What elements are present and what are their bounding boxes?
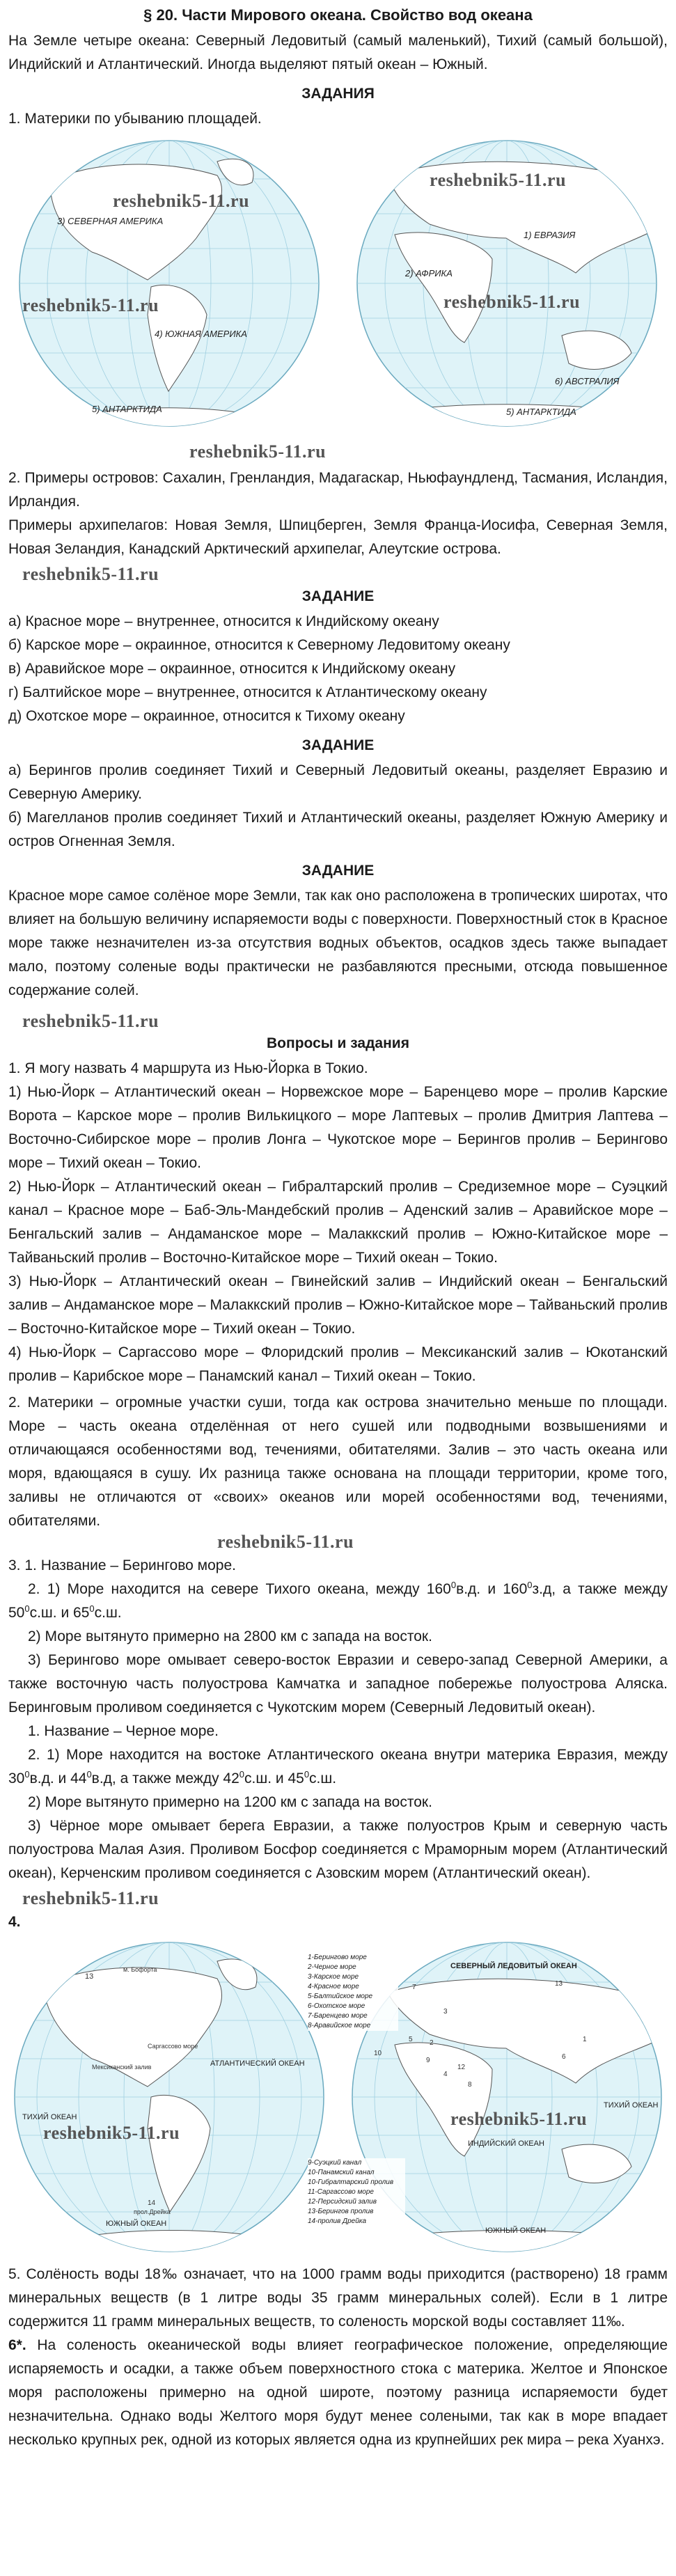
watermark: reshebnik5-11.ru bbox=[189, 441, 327, 462]
watermark: reshebnik5-11.ru bbox=[217, 1532, 354, 1552]
label-africa: 2) АФРИКА bbox=[405, 268, 453, 278]
list-item: 3) Нью-Йорк – Атлантический океан – Гвинейский залив – Индийский океан – Бенгальский залив – Андаманское море – Малаккский пролив – Южно-Китайское море – Тайваньский пролив – Восточно-Китайское море – Тихий океан – Токио. bbox=[8, 1273, 668, 1337]
text-fragment: с.ш. и 65 bbox=[29, 1605, 90, 1621]
legend-item: 14-пролив Дрейка bbox=[308, 2217, 367, 2225]
watermark-row bbox=[8, 1003, 668, 1033]
legend-item: 10-Панамский канал bbox=[308, 2169, 375, 2176]
map2-legend-bottom bbox=[308, 2158, 405, 2226]
western-hemisphere-svg bbox=[8, 134, 330, 433]
legend-item: 9-Суэцкий канал bbox=[308, 2159, 362, 2167]
label-eurasia: 1) ЕВРАЗИЯ bbox=[524, 230, 576, 240]
heading-task-red-sea: ЗАДАНИЕ bbox=[301, 863, 375, 879]
list-item: 2) Нью-Йорк – Атлантический океан – Гибралтарский пролив – Средиземное море – Суэцкий канал – Красное море – Баб-Эль-Мандебский пролив – Аденский залив – Аравийское море – Бенгальский залив – Андаманское море – Малаккский пролив – Южно-Китайское море – Тайваньский пролив – Восточно-Китайское море – Тихий океан – Токио. bbox=[8, 1179, 668, 1266]
number-label: 12 bbox=[457, 2064, 466, 2071]
eastern-hemisphere-svg bbox=[346, 134, 668, 433]
ocean-label-pacific-west: ТИХИЙ ОКЕАН bbox=[22, 2113, 77, 2121]
list-item: б) Карское море – окраинное, относится к Северному Ледовитому океану bbox=[8, 637, 510, 653]
label-north-america: 3) СЕВЕРНАЯ АМЕРИКА bbox=[57, 216, 164, 226]
number-label: 5 bbox=[409, 2036, 413, 2043]
task2-text: 2. Примеры островов: Сахалин, Гренландия, Мадагаскар, Ньюфаундленд, Тасмания, Исландия, Ирландия. bbox=[8, 470, 668, 510]
watermark-row bbox=[8, 1885, 668, 1910]
legend-item: 5-Балтийское море bbox=[308, 1993, 373, 2000]
ocean-label-southern-west: ЮЖНЫЙ ОКЕАН bbox=[106, 2220, 167, 2228]
number-label: 3 bbox=[443, 2008, 448, 2016]
number-label: 7 bbox=[412, 1984, 416, 1991]
watermark: reshebnik5-11.ru bbox=[113, 191, 250, 211]
number-label: 8 bbox=[468, 2081, 472, 2089]
degree-sup: 0 bbox=[89, 1603, 95, 1614]
heading-task-seas: ЗАДАНИЕ bbox=[301, 588, 375, 604]
label-south-america: 4) ЮЖНАЯ АМЕРИКА bbox=[155, 329, 247, 339]
list-item: в) Аравийское море – окраинное, относится к Индийскому океану bbox=[8, 661, 456, 677]
watermark-row bbox=[8, 1533, 668, 1554]
legend-item: 1-Берингово море bbox=[308, 1954, 367, 1961]
map-western-hemisphere bbox=[8, 134, 330, 433]
map2-western-hemisphere bbox=[8, 1937, 330, 2257]
red-sea-text: Красное море самое солёное море Земли, так как оно расположена в тропических широтах, что влияет на большую величину испаряемости воды с поверхности. Поверхностный сток в Красное море также незначителен из-за отсутствия водных объектов, осадков здесь также выпадает мало, поэтому соленые воды практически не разбавляются пресными, отсюда повышенное содержание солей. bbox=[8, 888, 668, 998]
degree-sup: 0 bbox=[527, 1580, 533, 1590]
number-label: 4 bbox=[443, 2071, 448, 2078]
q3-bering-name: 3. 1. Название – Берингово море. bbox=[8, 1557, 236, 1573]
label-australia: 6) АВСТРАЛИЯ bbox=[555, 376, 620, 386]
number-label: 13 bbox=[555, 1980, 563, 1988]
legend-item: 2-Черное море bbox=[308, 1963, 356, 1971]
map2-legend-top bbox=[308, 1953, 398, 2031]
map2-western-svg bbox=[8, 1937, 330, 2257]
region-label: прол.Дрейка bbox=[134, 2208, 171, 2215]
continents-map bbox=[8, 134, 668, 433]
degree-sup: 0 bbox=[24, 1769, 30, 1780]
ocean-label-atlantic: АТЛАНТИЧЕСКИЙ ОКЕАН bbox=[210, 2059, 305, 2068]
watermark: reshebnik5-11.ru bbox=[22, 1888, 159, 1908]
degree-sup: 0 bbox=[86, 1769, 92, 1780]
degree-sup: 0 bbox=[450, 1580, 457, 1590]
text-fragment: с.ш. и 45 bbox=[244, 1770, 304, 1786]
legend-item: 3-Карское море bbox=[308, 1973, 359, 1981]
number-label: 13 bbox=[85, 1972, 94, 1981]
ocean-label-indian: ИНДИЙСКИЙ ОКЕАН bbox=[468, 2139, 544, 2148]
ocean-label-pacific-east: ТИХИЙ ОКЕАН bbox=[604, 2101, 659, 2110]
text-fragment: в.д, а также между 42 bbox=[91, 1770, 239, 1786]
watermark: reshebnik5-11.ru bbox=[443, 292, 581, 312]
heading-questions: Вопросы и задания bbox=[267, 1035, 409, 1051]
heading-tasks: ЗАДАНИЯ bbox=[301, 86, 375, 102]
region-label: м. Бофорта bbox=[123, 1966, 157, 1973]
page-title: § 20. Части Мирового океана. Свойство вод океана bbox=[143, 6, 533, 24]
routes-list bbox=[8, 1081, 668, 1388]
number-label: 6 bbox=[562, 2053, 566, 2061]
q3-black-2: 2) Море вытянуто примерно на 1200 км с запада на восток. bbox=[28, 1794, 432, 1810]
list-item: а) Красное море – внутреннее, относится к Индийскому океану bbox=[8, 613, 439, 629]
list-item: 1) Нью-Йорк – Атлантический океан – Норвежское море – Баренцево море – пролив Карские Ворота – Карское море – пролив Вилькицкого – море Лаптевых – пролив Дмитрия Лаптева – Восточно-Сибирское море – пролив Лонга – Чукотское море – Берингов пролив – Берингово море – Тихий океан – Токио. bbox=[8, 1084, 668, 1171]
legend-item: 4-Красное море bbox=[308, 1983, 359, 1990]
region-label: Мексиканский залив bbox=[92, 2064, 152, 2071]
watermark: reshebnik5-11.ru bbox=[22, 295, 159, 315]
q2-text: 2. Материки – огромные участки суши, тогда как острова значительно меньше по площади. Море – часть океана отделённая от него сушей или подводными возвышениями и отличающаяся особенностями вод, течениями, обитателями. Залив – это часть океана или моря, вдающаяся в сушу. Их разница также основана на площади территории, кроме того, заливы не отличаются от «своих» океанов или морей особенностями вод, течениями, обитателями. bbox=[8, 1395, 668, 1529]
q6-label: 6*. bbox=[8, 2337, 26, 2353]
q3-bering-2: 2) Море вытянуто примерно на 2800 км с запада на восток. bbox=[28, 1628, 432, 1644]
watermark: reshebnik5-11.ru bbox=[450, 2109, 588, 2129]
text-fragment: з.д, а также между 50 bbox=[8, 1581, 668, 1621]
number-label: 2 bbox=[430, 2039, 434, 2047]
legend-item: 8-Аравийское море bbox=[308, 2022, 371, 2029]
task1-text: 1. Материки по убыванию площадей. bbox=[8, 111, 262, 127]
intro-text: На Земле четыре океана: Северный Ледовитый (самый маленький), Тихий (самый большой), Индийский и Атлантический. Иногда выделяют пятый океан – Южный. bbox=[8, 33, 668, 72]
q3-black-3: 3) Чёрное море омывает берега Евразии, а также полуостров Крым и северную часть полуострова Малая Азия. Проливом Босфор соединяется с Мраморным морем (Атлантический океан), Керченским проливом соединяется с Азовским морем (Атлантический океан). bbox=[8, 1818, 668, 1881]
number-label: 10 bbox=[374, 2050, 382, 2057]
archipelagos-text: Примеры архипелагов: Новая Земля, Шпицберген, Земля Франца-Иосифа, Северная Земля, Новая Зеландия, Канадский Арктический архипелаг, Алеутские острова. bbox=[8, 517, 668, 557]
degree-sup: 0 bbox=[24, 1603, 30, 1614]
list-item: а) Берингов пролив соединяет Тихий и Северный Ледовитый океаны, разделяет Евразию и Северную Америку. bbox=[8, 762, 668, 802]
q6-body: На соленость океанической воды влияет географическое положение, определяющие испаряемость и осадки, а также объем поверхностного стока с материка. Желтое и Японское моря расположены примерно на одной широте, поэтому разница испаряемости будет незначительна. Однако воды Желтого моря будут менее солеными, так как в море впадает несколько крупных рек, одной из которых является одна из крупнейших рек мира – река Хуанхэ. bbox=[8, 2337, 668, 2448]
q4-label: 4. bbox=[8, 1914, 21, 1930]
ocean-label-southern-east: ЮЖНЫЙ ОКЕАН bbox=[485, 2226, 547, 2235]
q3-bering-1 bbox=[8, 1578, 668, 1625]
text-fragment: с.ш. bbox=[309, 1770, 337, 1786]
watermark: reshebnik5-11.ru bbox=[430, 170, 567, 190]
number-label: 1 bbox=[583, 2036, 587, 2043]
text-fragment: в.д. и 160 bbox=[456, 1581, 528, 1597]
number-label: 14 bbox=[148, 2199, 156, 2207]
list-item: д) Охотское море – окраинное, относится к Тихому океану bbox=[8, 708, 405, 724]
text-fragment: 2. 1) Море находится на востоке Атлантического океана внутри материка Евразия, между 30 bbox=[8, 1747, 668, 1786]
degree-sup: 0 bbox=[239, 1769, 245, 1780]
q3-bering-3: 3) Берингово море омывает северо-восток Евразии и северо-запад Северной Америки, а также восточную часть полуострова Камчатка и западное побережье полуострова Аляска. Беринговым проливом соединяется с Чукотским морем (Северный Ледовитый океан). bbox=[8, 1652, 668, 1715]
label-antarctica-west: 5) АНТАРКТИДА bbox=[92, 404, 162, 414]
seas-list bbox=[8, 610, 668, 728]
map-eastern-hemisphere bbox=[346, 134, 668, 433]
q3-black-1 bbox=[8, 1743, 668, 1791]
degree-sup: 0 bbox=[304, 1769, 310, 1780]
legend-item: 11-Саргассово море bbox=[308, 2188, 374, 2196]
straits-list bbox=[8, 759, 668, 854]
legend-item: 12-Персидский залив bbox=[308, 2198, 377, 2206]
list-item: г) Балтийское море – внутреннее, относится к Атлантическому океану bbox=[8, 684, 487, 700]
watermark: reshebnik5-11.ru bbox=[43, 2123, 180, 2143]
heading-task-straits: ЗАДАНИЕ bbox=[301, 737, 375, 753]
watermark: reshebnik5-11.ru bbox=[22, 564, 159, 584]
legend-item: 10-Гибралтарский пролив bbox=[308, 2178, 394, 2186]
region-label: Саргассово море bbox=[148, 2043, 198, 2050]
number-label: 9 bbox=[426, 2057, 430, 2064]
watermark-row bbox=[8, 561, 668, 589]
legend-item: 7-Баренцево море bbox=[308, 2012, 368, 2020]
watermark: reshebnik5-11.ru bbox=[22, 1011, 159, 1031]
text-fragment: с.ш. bbox=[94, 1605, 122, 1621]
q5-text: 5. Солёность воды 18‰ означает, что на 1000 грамм воды приходится (растворено) 18 грамм минеральных веществ (в 1 литре воды 35 грамм минеральных солей). Если в 1 литре содержится 11 грамм минеральных веществ, то соленость морской воды составляет 11‰. bbox=[8, 2266, 668, 2330]
label-antarctica-east: 5) АНТАРКТИДА bbox=[506, 407, 576, 417]
list-item: 4) Нью-Йорк – Саргассово море – Флоридский пролив – Мексиканский залив – Юкотанский пролив – Карибское море – Панамский канал – Тихий океан – Токио. bbox=[8, 1344, 668, 1384]
ocean-label-arctic: СЕВЕРНЫЙ ЛЕДОВИТЫЙ ОКЕАН bbox=[450, 1962, 577, 1970]
q1-intro: 1. Я могу назвать 4 маршрута из Нью-Йорка в Токио. bbox=[8, 1060, 368, 1076]
legend-item: 6-Охотское море bbox=[308, 2002, 365, 2010]
legend-item: 13-Берингов пролив bbox=[308, 2208, 374, 2215]
text-fragment: в.д. и 44 bbox=[29, 1770, 87, 1786]
q3-black-name: 1. Название – Черное море. bbox=[28, 1723, 219, 1739]
watermark-row bbox=[8, 439, 668, 466]
q6-text bbox=[8, 2334, 668, 2452]
list-item: б) Магелланов пролив соединяет Тихий и Атлантический океаны, разделяет Южную Америку и остров Огненная Земля. bbox=[8, 810, 668, 849]
text-fragment: 2. 1) Море находится на севере Тихого океана, между 160 bbox=[28, 1581, 451, 1597]
